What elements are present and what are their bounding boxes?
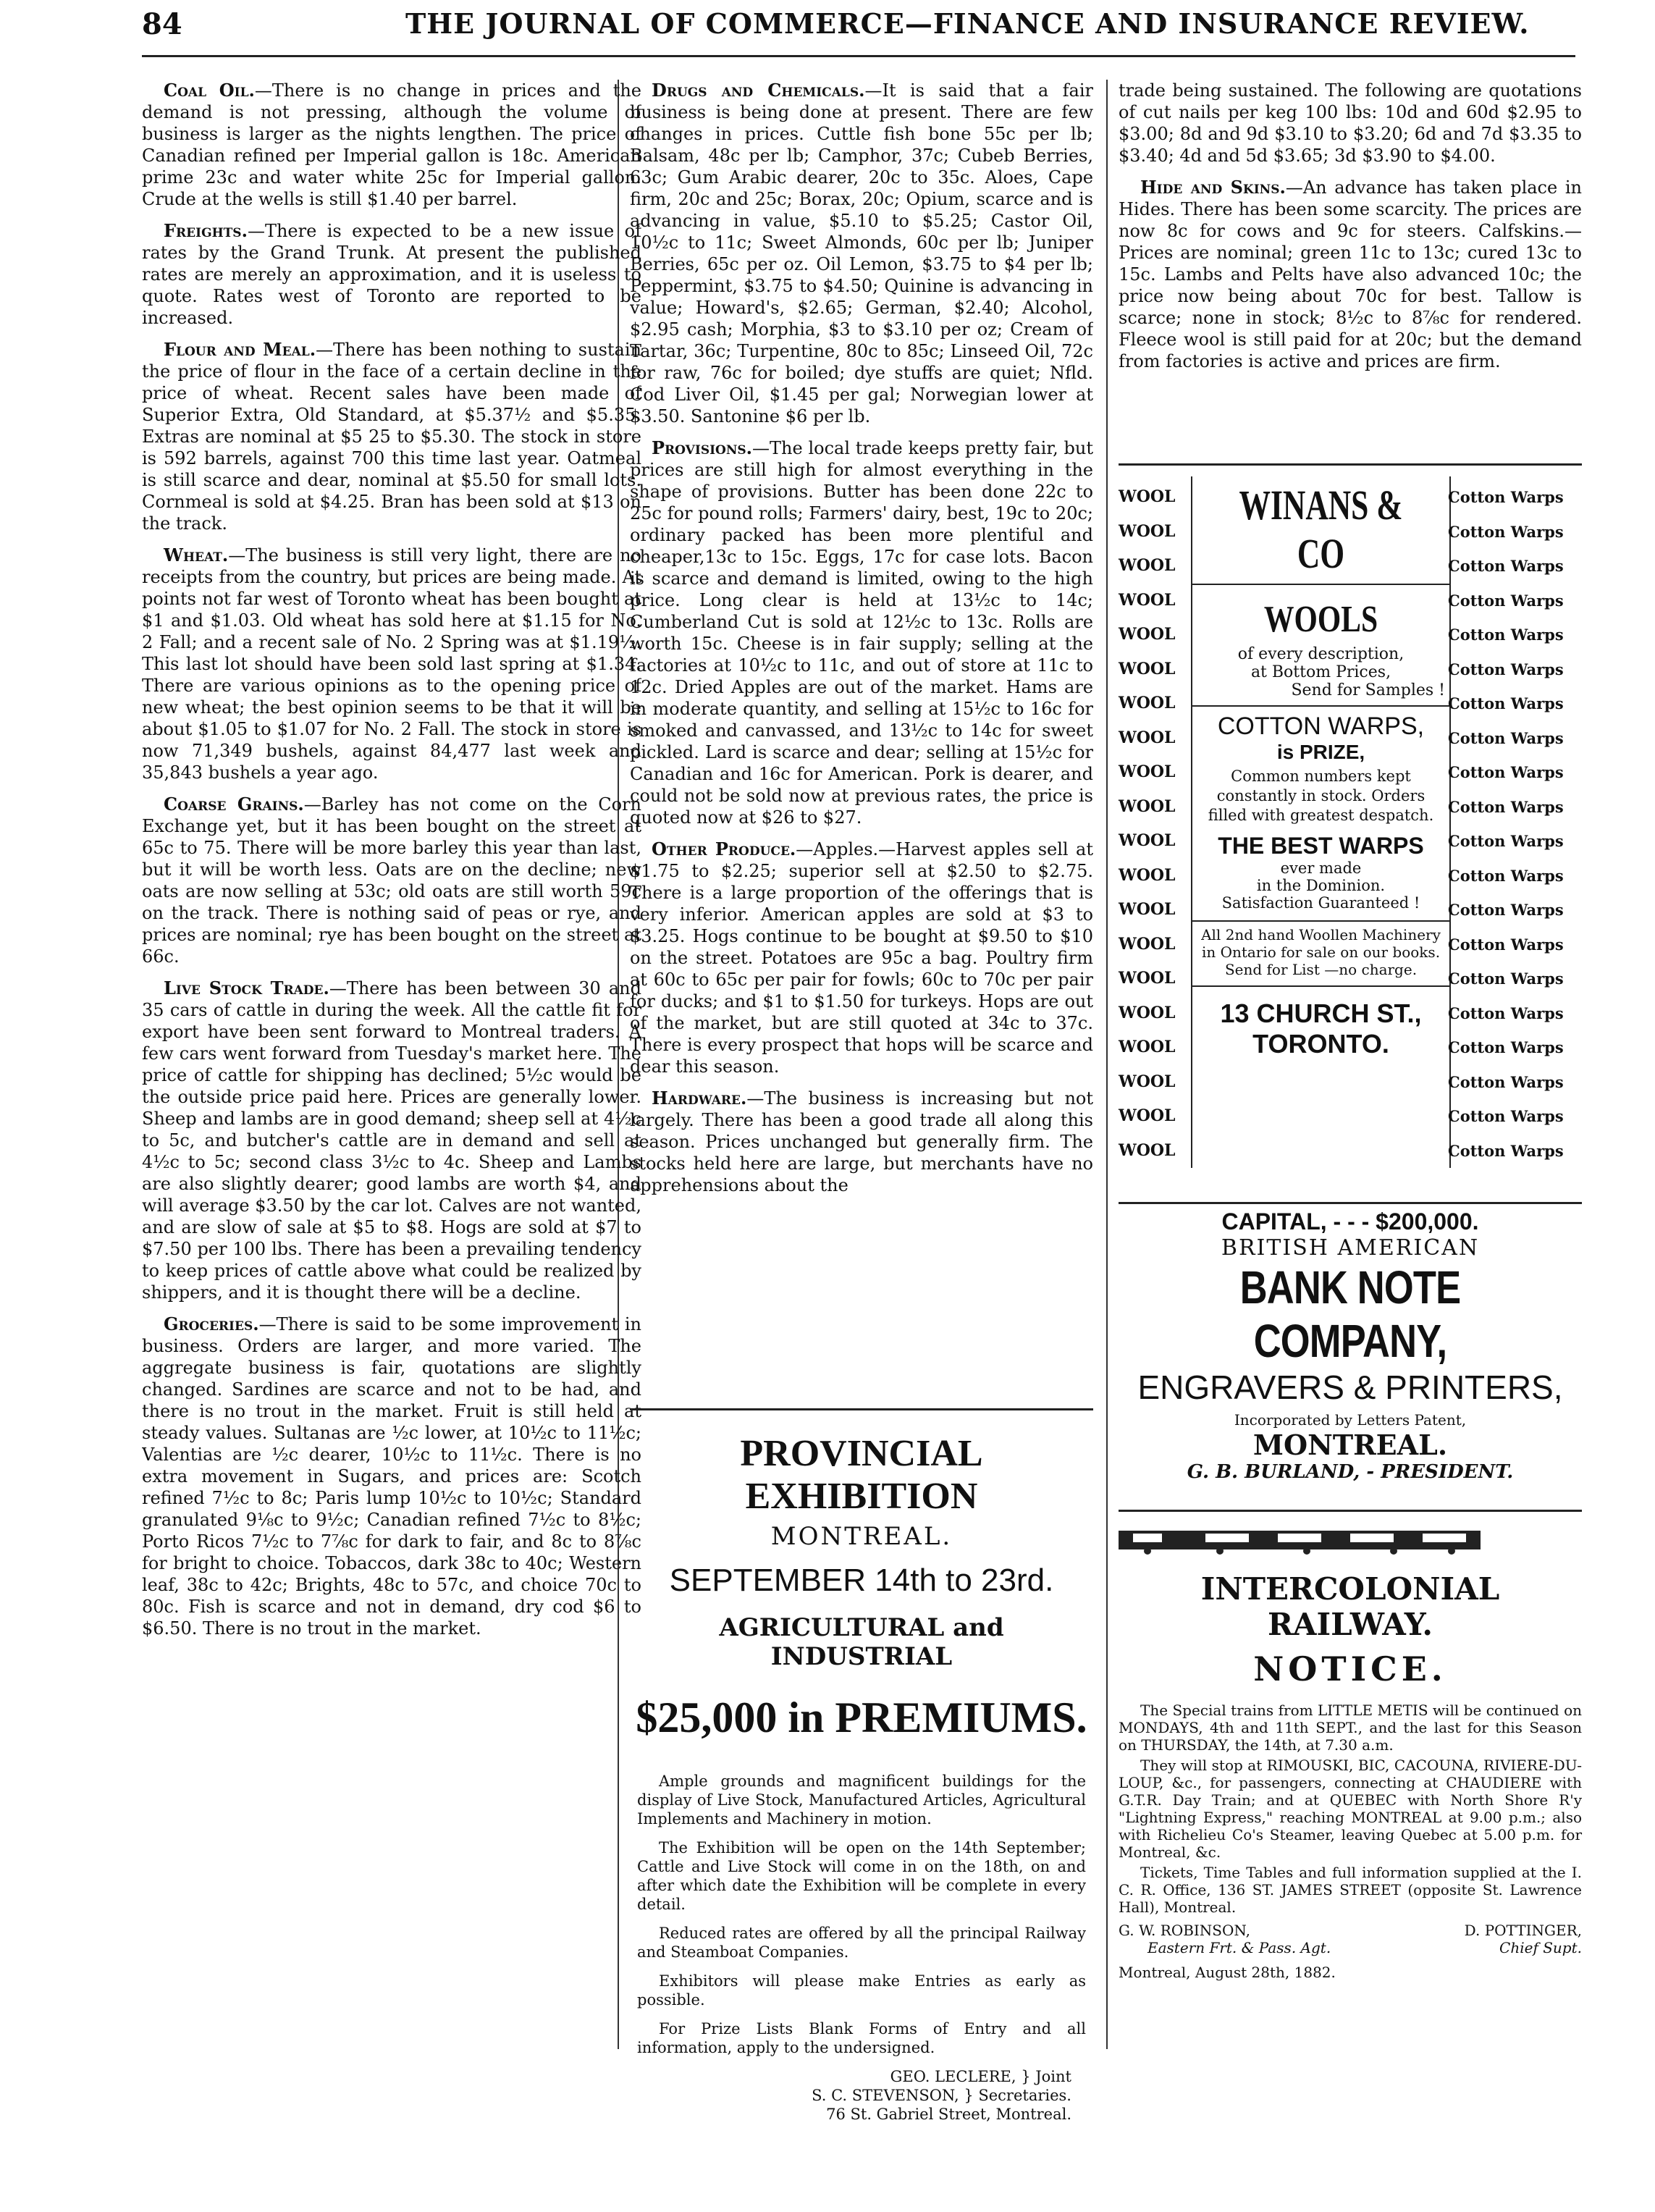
wool-label: WOOL — [1119, 762, 1176, 781]
exhibition-signature: GEO. LECLERE, } Joint — [890, 2068, 1071, 2085]
section-lead: Wheat. — [164, 544, 229, 565]
section-lead: Drugs and Chemicals. — [652, 80, 865, 101]
exhibition-title: PROVINCIAL EXHIBITION — [740, 1433, 983, 1517]
column-left — [142, 80, 641, 2035]
article-paragraph — [142, 794, 641, 967]
cotton-warps-label: Cotton Warps — [1448, 763, 1564, 781]
section-lead: Other Produce. — [652, 838, 796, 859]
article-paragraph — [142, 1313, 641, 1639]
paragraph-text: —Barley has not come on the Corn Exchange yet, but it has been bought on the street at 65c to 75. There will be more barley this year than last, but it will be worth less. Oats are on the decline; new oats are now selling at 53c; old oats are still worth 59c on the track. There is nothing said of peas or rye, and prices are nominal; rye has been bought on the street at 66c. — [142, 794, 641, 967]
wool-label: WOOL — [1119, 556, 1176, 575]
wool-label: WOOL — [1119, 659, 1176, 678]
railway-date: Montreal, August 28th, 1882. — [1119, 1964, 1336, 1981]
wool-label: WOOL — [1119, 1038, 1176, 1056]
railway-advertisement — [1119, 1510, 1582, 1981]
exhibition-premiums: $25,000 in PREMIUMS. — [636, 1694, 1087, 1741]
cotton-warps-label: Cotton Warps — [1448, 660, 1564, 678]
article-paragraph — [142, 220, 641, 329]
cotton-warps-label: Cotton Warps — [1448, 970, 1564, 988]
paragraph-text: —Apples.—Harvest apples sell at $1.75 to $2.25; superior sell at $2.50 to $2.75. There is a large proportion of the offerings that is very inferior. American apples are sold at $3 to $3.25. Hogs continue to be bought at $9.50 to $10 on the street. Potatoes are 95c a bag. Poultry firm at 60c to 65c per pair for fowls; 60c to 70c per pair for ducks; and $1 to $1.50 for turkeys. Hops are out of the market, but are still quoted at 34c to 37c. There is every prospect that hops will be scarce and dear this season. — [630, 839, 1093, 1077]
wool-text: ever made — [1280, 859, 1362, 877]
bank-city: MONTREAL. — [1252, 1429, 1448, 1461]
bank-note-advertisement — [1119, 1202, 1582, 1483]
bank-brit: BRITISH AMERICAN — [1221, 1235, 1480, 1261]
exhibition-address: 76 St. Gabriel Street, Montreal. — [826, 2106, 1071, 2123]
header-rule — [142, 55, 1575, 57]
wool-desc: at Bottom Prices, — [1250, 663, 1391, 681]
exhibition-dates: SEPTEMBER 14th to 23rd. — [669, 1563, 1054, 1598]
exhibition-text: Exhibitors will please make Entries as early as possible. — [637, 1972, 1086, 2009]
paragraph-text: —There has been nothing to sustain the price of flour in the face of a certain decline in the price of wheat. Recent sales have been made of Superior Extra, Old Standard, at $5.37½ and $5.35. Extras are nominal at $5 25 to $5.30. The stock in store is 592 barrels, against 700 this time last year. Oatmeal is still scarce and dear, nominal at $5.50 for small lots. Cornmeal is sold at $4.25. Bran has been sold at $13 on the track. — [142, 340, 641, 534]
railway-text: The Special trains from LITTLE METIS will be continued on MONDAYS, 4th and 11th SEPT., and the last for this Season on THURSDAY, the 14th, at 7.30 a.m. — [1119, 1702, 1582, 1754]
paragraph-text: —There has been between 30 and 35 cars of cattle in during the week. All the cattle fit for export have been sent forward to Montreal traders. A few cars went forward from Tuesday's market here. The price of cattle for shipping has declined; 5½c would be the outside price paid here. Prices are generally lower. Sheep and lambs are in good demand; sheep sell at 4½c to 5c, and butcher's cattle are in demand and sell at 4½c to 5c; second class 3½c to 4c. Sheep and Lambs are also slightly dearer; good lambs are worth $4, and will average $3.50 by the car lot. Calves are not wanted, and are slow of sale at $5 to $8. Hogs are sold at $7 to $7.50 per 100 lbs. There has been a prevailing tendency to keep prices of cattle above what could be realized by shippers, and it is thought there will be a decline. — [142, 978, 641, 1303]
wool-label: WOOL — [1119, 1003, 1176, 1022]
wool-label: WOOL — [1119, 728, 1176, 747]
column-divider — [1106, 80, 1108, 2049]
bank-name: BANK NOTE COMPANY, — [1239, 1261, 1461, 1367]
wool-text: All 2nd hand Woollen Machinery in Ontario for sale on our books. Send for List —no charge. — [1201, 926, 1441, 978]
cotton-warps-label: Cotton Warps — [1448, 901, 1564, 919]
section-lead: Coarse Grains. — [164, 794, 304, 815]
article-paragraph — [142, 80, 641, 210]
cotton-warps-label: Cotton Warps — [1448, 557, 1564, 575]
exhibition-text: For Prize Lists Blank Forms of Entry and all information, apply to the undersigned. — [637, 2020, 1086, 2056]
paragraph-text: —An advance has taken place in Hides. There has been some scarcity. The prices are now 8c for cows and 9c for steers. Calfskins.—Prices are nominal; green 11c to 13c; cured 13c to 15c. Lambs and Pelts have also advanced 10c; the price now being about 70c for best. Tallow is scarce; none in stock; 8½c to 8⅞c for rendered. Fleece wool is still paid for at 20c; but the demand from factories is active and prices are firm. — [1119, 177, 1582, 371]
wool-label: WOOL — [1119, 1072, 1176, 1091]
paragraph-text: —There is said to be some improvement in business. Orders are larger, and more varied. The aggregate business is fair, quotations are slightly changed. Sardines are scarce and not to be had, and there is no trout in the market. Fruit is still held at steady values. Sultanas are ½c lower, at 10½c to 11½c; Valentias are ½c dearer, 10½c to 11½c. There is no extra movement in Sugars, and prices are: Scotch refined 7½c to 8c; Paris lump 10½c to 10½c; Standard granulated 9⅛c to 9½c; Canadian refined 7½c to 8½c; Porto Ricos 7½c to 7⅞c for dark to fair, and 8c to 8⅞c for bright to choice. Tobaccos, dark 38c to 40c; Western leaf, 38c to 42c; Brights, 48c to 57c, and choice 70c to 80c. Fish is scarce and not in demand, dry cod $6 to $6.50. There is no trout in the market. — [142, 1314, 641, 1639]
article-paragraph — [630, 80, 1093, 427]
paragraph-text: trade being sustained. The following are quotations of cut nails per keg 100 lbs: 10d and 60d $2.95 to $3.00; 8d and 9d $3.10 to $3.20; 6d and 7d $3.35 to $3.40; 4d and 5d $3.65; 3d $3.90 to $4.00. — [1119, 80, 1582, 166]
wool-title: WOOLS — [1263, 599, 1378, 640]
wool-firm: WINANS & CO — [1239, 481, 1403, 577]
article-paragraph — [142, 339, 641, 534]
wool-center — [1191, 476, 1451, 1168]
article-paragraph — [630, 437, 1093, 828]
paragraph-text: —It is said that a fair business is being done at present. There are few changes in prices. Cuttle fish bone 55c per lb; Balsam, 48c per lb; Camphor, 37c; Cubeb Berries, 63c; Gum Arabic dearer, 20c to 35c. Aloes, Cape firm, 20c and 25c; Borax, 20c; Opium, scarce and is advancing in value, $5.10 to $5.25; Castor Oil, 10½c to 11c; Sweet Almonds, 60c per lb; Juniper Berries, 65c per oz. Oil Lemon, $3.75 to $4 per lb; Peppermint, $3.75 to $4.50; Quinine is advancing in value; Howard's, $2.65; German, $2.40; Alcohol, $2.95 cash; Morphia, $3 to $3.10 per oz; Cream of Tartar, 36c; Turpentine, 80c to 85c; Linseed Oil, 72c for raw, 76c for boiled; dye stuffs are quiet; Nfld. Cod Liver Oil, $1.45 per gal; Norwegian lower at $3.50. Santonine $6 per lb. — [630, 80, 1093, 426]
wool-label: WOOL — [1119, 831, 1176, 850]
running-title: THE JOURNAL OF COMMERCE—FINANCE AND INSURANCE REVIEW. — [405, 7, 1530, 40]
railway-signature: G. W. ROBINSON, — [1119, 1922, 1250, 1939]
wool-label: WOOL — [1119, 900, 1176, 919]
bank-incorporated: Incorporated by Letters Patent, — [1234, 1411, 1467, 1429]
article-paragraph — [142, 544, 641, 783]
paragraph-text: —There is expected to be a new issue of rates by the Grand Trunk. At present the published rates are merely an approximation, and it is useless to quote. Rates west of Toronto are reported to be increased. — [142, 221, 641, 328]
wool-text: in the Dominion. — [1256, 877, 1386, 894]
wool-desc: of every description, — [1237, 645, 1405, 663]
railway-title: INTERCOLONIAL RAILWAY. — [1200, 1571, 1500, 1642]
section-lead: Flour and Meal. — [164, 339, 316, 360]
train-icon — [1119, 1526, 1481, 1555]
wool-label: WOOL — [1119, 1106, 1176, 1125]
wool-city: TORONTO. — [1252, 1029, 1389, 1059]
cotton-warps-label: Cotton Warps — [1448, 488, 1564, 506]
prize-line: is PRIZE, — [1276, 741, 1365, 763]
bank-president: G. B. BURLAND, - PRESIDENT. — [1187, 1461, 1514, 1483]
cotton-warps-label: Cotton Warps — [1448, 626, 1564, 644]
wool-label: WOOL — [1119, 865, 1176, 885]
article-paragraph — [630, 1088, 1093, 1196]
wool-desc: Send for Samples ! — [1291, 681, 1445, 699]
wool-label: WOOL — [1119, 625, 1176, 644]
wool-label: WOOL — [1119, 590, 1176, 610]
wool-address: 13 CHURCH ST., — [1220, 998, 1422, 1028]
wool-advertisement — [1119, 463, 1582, 1179]
cotton-warps-label: Cotton Warps — [1448, 1107, 1564, 1125]
exhibition-text: Reduced rates are offered by all the principal Railway and Steamboat Companies. — [637, 1925, 1086, 1961]
paragraph-text: —There is no change in prices and the demand is not pressing, although the volume of business is larger as the nights lengthen. The price of Canadian refined per Imperial gallon is 18c. American prime 23c and water white 25c for Imperial gallon. Crude at the wells is still $1.40 per barrel. — [142, 80, 641, 209]
cotton-warps-label: Cotton Warps — [1448, 591, 1564, 610]
paragraph-text: —The business is still very light, there are no receipts from the country, but prices are being made. At points not far west of Toronto wheat has been bought at $1 and $1.03. Old wheat has sold here at $1.15 for No. 2 Fall; and a recent sale of No. 2 Spring was at $1.19½. This last lot should have been sold last spring at $1.34. There are various opinions as to the opening price of new wheat; the best opinion seems to be that it will be about $1.05 to $1.07 for No. 2 Fall. The stock in store is now 71,349 bushels, against 84,477 last week and 35,843 bushels a year ago. — [142, 545, 641, 783]
cotton-warps-label: Cotton Warps — [1448, 832, 1564, 850]
wool-label: WOOL — [1119, 934, 1176, 954]
wool-text: Satisfaction Guaranteed ! — [1221, 894, 1420, 912]
page-number: 84 — [142, 7, 182, 41]
cotton-warps-label: Cotton Warps — [1448, 935, 1564, 954]
article-paragraph — [1119, 177, 1582, 372]
wool-label: WOOL — [1119, 969, 1176, 988]
cotton-warps-label: Cotton Warps — [1448, 797, 1564, 816]
bank-capital: CAPITAL, - - - $200,000. — [1221, 1208, 1479, 1235]
paragraph-text: —The business is increasing but not largely. There has been a good trade all along this season. Prices unchanged but generally firm. The stocks held here are large, but merchants have no apprehensions about the — [630, 1088, 1093, 1195]
wool-text: Common numbers kept constantly in stock. Orders filled with greatest despatch. — [1208, 768, 1434, 824]
cotton-warps-label: Cotton Warps — [1448, 1004, 1564, 1022]
railway-signature: D. POTTINGER, — [1464, 1922, 1582, 1939]
column-right — [1119, 80, 1582, 456]
railway-text: They will stop at RIMOUSKI, BIC, CACOUNA, RIVIERE-DU-LOUP, &c., for passengers, connecting at CHAUDIERE with G.T.R. Day Train; and at QUEBEC with North Shore R'y "Lightning Express," reaching MONTREAL at 9.00 p.m.; also with Richelieu Co's Steamer, leaving Quebec at 5.00 p.m. for Montreal, &c. — [1119, 1757, 1582, 1861]
paragraph-text: —The local trade keeps pretty fair, but prices are still high for almost everything in the shape of provisions. Butter has been done 22c to 25c for pound rolls; Farmers' dairy, best, 19c to 20c; ordinary packed has been more plentiful and cheaper,13c to 15c. Eggs, 17c for case lots. Bacon is scarce and demand is limited, owing to the high price. Long clear is held at 13½c to 14c; Cumberland Cut is sold at 12½c to 13c. Rolls are worth 15c. Cheese is in fair supply; selling at the factories at 10½c to 11c, and out of store at 11c to 12c. Dried Apples are out of the market. Hams are in moderate quantity, and selling at 15½c to 16c for smoked and canvassed, and 13½c to 14c for sweet pickled. Lard is scarce and dear; selling at 15½c for Canadian and 16c for American. Pork is dearer, and could not be sold now at previous rates, the price is quoted now at $26 to $27. — [630, 438, 1093, 828]
article-paragraph — [142, 977, 641, 1303]
wool-label: WOOL — [1119, 521, 1176, 541]
wool-left-labels — [1119, 480, 1191, 1168]
wool-right-labels — [1448, 480, 1582, 1168]
cotton-warps-label: Cotton Warps — [1448, 694, 1564, 712]
column-middle — [630, 80, 1093, 1405]
wool-label: WOOL — [1119, 694, 1176, 712]
section-lead: Freights. — [164, 220, 248, 241]
wool-label: WOOL — [1119, 796, 1176, 816]
cotton-warps-label: Cotton Warps — [1448, 728, 1564, 747]
railway-text: Tickets, Time Tables and full information supplied at the I. C. R. Office, 136 ST. JAMES STREET (opposite St. Lawrence Hall), Montreal. — [1119, 1864, 1582, 1916]
section-lead: Provisions. — [652, 437, 753, 458]
exhibition-city: MONTREAL. — [770, 1522, 953, 1551]
exhibition-text: Ample grounds and magnificent buildings for the display of Live Stock, Manufactured Articles, Agricultural Implements and Machinery in motion. — [637, 1772, 1086, 1828]
article-paragraph — [630, 838, 1093, 1077]
exhibition-advertisement — [630, 1408, 1093, 2123]
railway-signature-title: Chief Supt. — [1499, 1939, 1582, 1956]
railway-notice: NOTICE. — [1253, 1649, 1447, 1689]
section-lead: Hardware. — [652, 1088, 747, 1109]
exhibition-signature: S. C. STEVENSON, } Secretaries. — [812, 2087, 1071, 2104]
exhibition-kind: AGRICULTURAL and INDUSTRIAL — [719, 1613, 1004, 1671]
article-paragraph — [1119, 80, 1582, 167]
cotton-warps-label: Cotton Warps — [1448, 1141, 1564, 1160]
cotton-warps-label: Cotton Warps — [1448, 1072, 1564, 1091]
page-header — [0, 0, 1655, 51]
cotton-warps-label: Cotton Warps — [1448, 1038, 1564, 1056]
cotton-warps-label: Cotton Warps — [1448, 866, 1564, 885]
cotton-warps-title: COTTON WARPS, — [1217, 712, 1425, 740]
railway-signature-title: Eastern Frt. & Pass. Agt. — [1147, 1939, 1331, 1956]
section-lead: Hide and Skins. — [1140, 177, 1286, 198]
wool-label: WOOL — [1119, 1140, 1176, 1160]
wool-label: WOOL — [1119, 487, 1176, 506]
best-warps: THE BEST WARPS — [1218, 833, 1424, 859]
section-lead: Live Stock Trade. — [164, 977, 329, 998]
cotton-warps-label: Cotton Warps — [1448, 522, 1564, 541]
bank-engravers: ENGRAVERS & PRINTERS, — [1137, 1368, 1563, 1406]
section-lead: Groceries. — [164, 1313, 259, 1334]
exhibition-text: The Exhibition will be open on the 14th September; Cattle and Live Stock will come in on the 18th, on and after which date the Exhibition will be complete in every detail. — [637, 1839, 1086, 1913]
section-lead: Coal Oil. — [164, 80, 255, 101]
